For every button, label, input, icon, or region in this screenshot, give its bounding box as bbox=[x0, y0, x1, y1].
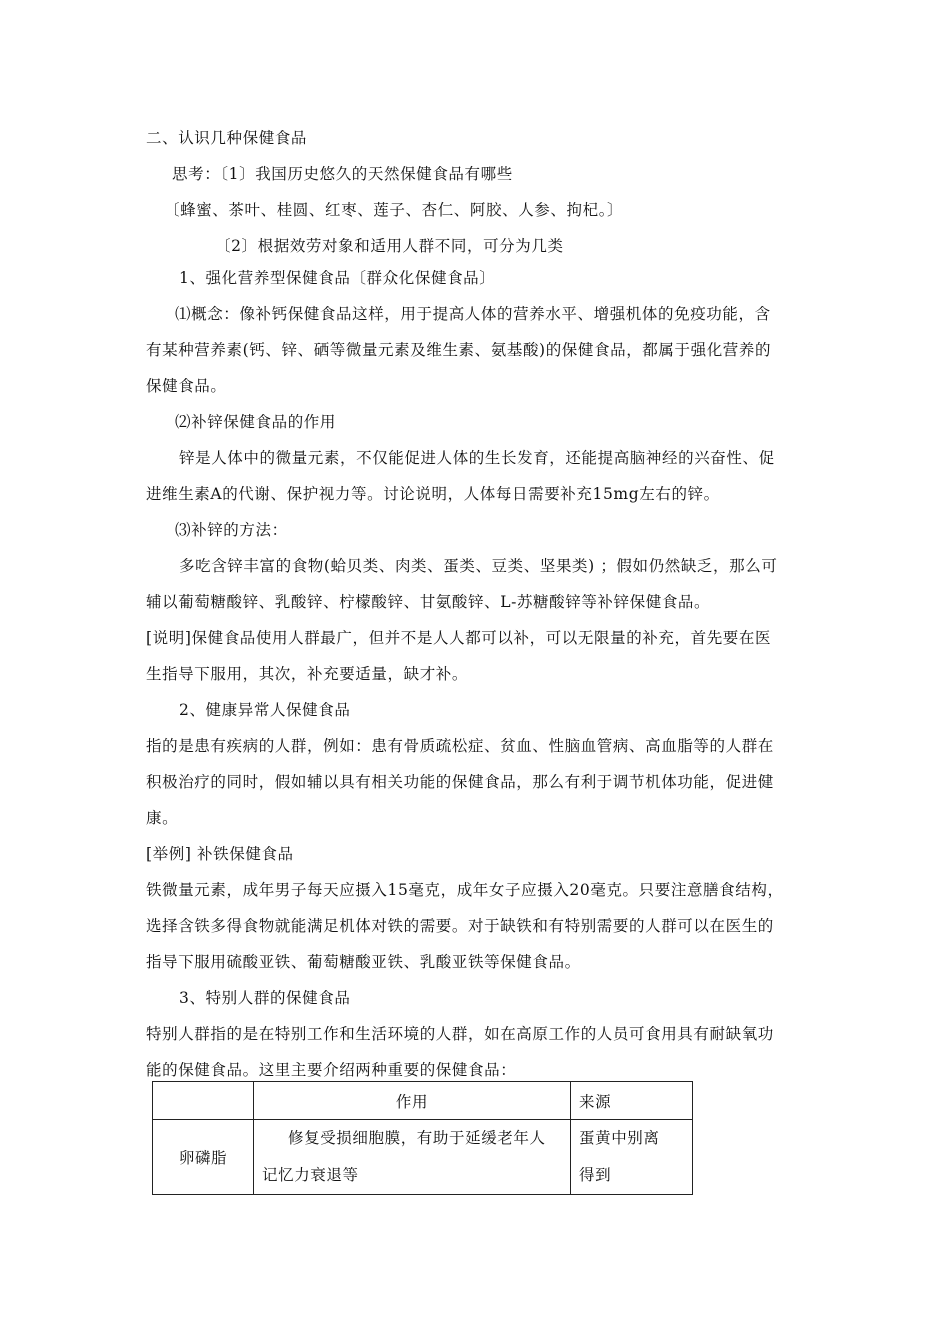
note-line: 生指导下服用，其次，补充要适量，缺才补。 bbox=[146, 665, 469, 683]
paragraph-line: 锌是人体中的微量元素，不仅能促进人体的生长发育，还能提高脑神经的兴奋性、促 bbox=[179, 449, 775, 467]
paragraph-line: 辅以葡萄糖酸锌、乳酸锌、柠檬酸锌、甘氨酸锌、L-苏糖酸锌等补锌保健食品。 bbox=[146, 593, 711, 611]
table-header-row bbox=[153, 1082, 693, 1120]
health-food-table bbox=[152, 1081, 693, 1195]
paragraph-line: 保健食品。 bbox=[146, 377, 227, 395]
table-row bbox=[153, 1120, 693, 1195]
paragraph-line: 有某种营养素(钙、锌、硒等微量元素及维生素、氨基酸)的保健食品，都属于强化营养的 bbox=[146, 341, 772, 359]
table-cell-effect bbox=[254, 1120, 571, 1195]
question-1: 思考：〔1〕我国历史悠久的天然保健食品有哪些 bbox=[172, 165, 513, 183]
paragraph-line: ⑴概念：像补钙保健食品这样，用于提高人体的营养水平、增强机体的免疫功能，含 bbox=[175, 305, 771, 323]
subheading: ⑵补锌保健食品的作用 bbox=[175, 413, 337, 431]
paragraph-line: 指导下服用硫酸亚铁、葡萄糖酸亚铁、乳酸亚铁等保健食品。 bbox=[146, 953, 581, 971]
note-line: [说明]保健食品使用人群最广，但并不是人人都可以补，可以无限量的补充，首先要在医 bbox=[146, 629, 772, 647]
subheading: ⑶补锌的方法： bbox=[175, 521, 288, 539]
paragraph-line: 铁微量元素，成年男子每天应摄入15毫克，成年女子应摄入20毫克。只要注意膳食结构， bbox=[146, 881, 784, 899]
subheading-2: 2、健康异常人保健食品 bbox=[179, 701, 351, 719]
subheading-1: 1、强化营养型保健食品〔群众化保健食品〕 bbox=[179, 269, 496, 287]
table-header-cell: 来源 bbox=[571, 1082, 693, 1120]
table-cell-source bbox=[571, 1120, 693, 1195]
effect-line: 修复受损细胞膜，有助于延缓老年人 bbox=[288, 1129, 546, 1147]
paragraph-line: 选择含铁多得食物就能满足机体对铁的需要。对于缺铁和有特别需要的人群可以在医生的 bbox=[146, 917, 774, 935]
answer-1: 〔蜂蜜、茶叶、桂圆、红枣、莲子、杏仁、阿胶、人参、拘杞。〕 bbox=[164, 201, 624, 219]
table-header-cell bbox=[153, 1082, 254, 1120]
paragraph-line: 积极治疗的同时，假如辅以具有相关功能的保健食品，那么有利于调节机体功能，促进健 bbox=[146, 773, 774, 791]
example-heading: [举例] 补铁保健食品 bbox=[146, 845, 294, 863]
table-cell-name: 卵磷脂 bbox=[153, 1120, 254, 1195]
source-line: 蛋黄中别离 bbox=[579, 1129, 660, 1147]
subheading-3: 3、特别人群的保健食品 bbox=[179, 989, 351, 1007]
section-heading: 二、认识几种保健食品 bbox=[146, 129, 308, 147]
paragraph-line: 康。 bbox=[146, 809, 179, 827]
paragraph-line: 指的是患有疾病的人群，例如：患有骨质疏松症、贫血、性脑血管病、高血脂等的人群在 bbox=[146, 737, 774, 755]
source-line: 得到 bbox=[579, 1166, 612, 1184]
table-header-cell: 作用 bbox=[254, 1082, 571, 1120]
question-2: 〔2〕根据效劳对象和适用人群不同，可分为几类 bbox=[215, 237, 564, 255]
paragraph-line: 能的保健食品。这里主要介绍两种重要的保健食品： bbox=[146, 1061, 517, 1079]
paragraph-line: 特别人群指的是在特别工作和生活环境的人群，如在高原工作的人员可食用具有耐缺氧功 bbox=[146, 1025, 774, 1043]
effect-line: 记忆力衰退等 bbox=[262, 1166, 359, 1184]
paragraph-line: 多吃含锌丰富的食物(蛤贝类、肉类、蛋类、豆类、坚果类) ；假如仍然缺乏，那么可 bbox=[179, 557, 778, 575]
paragraph-line: 进维生素A的代谢、保护视力等。讨论说明，人体每日需要补充15mg左右的锌。 bbox=[146, 485, 720, 503]
